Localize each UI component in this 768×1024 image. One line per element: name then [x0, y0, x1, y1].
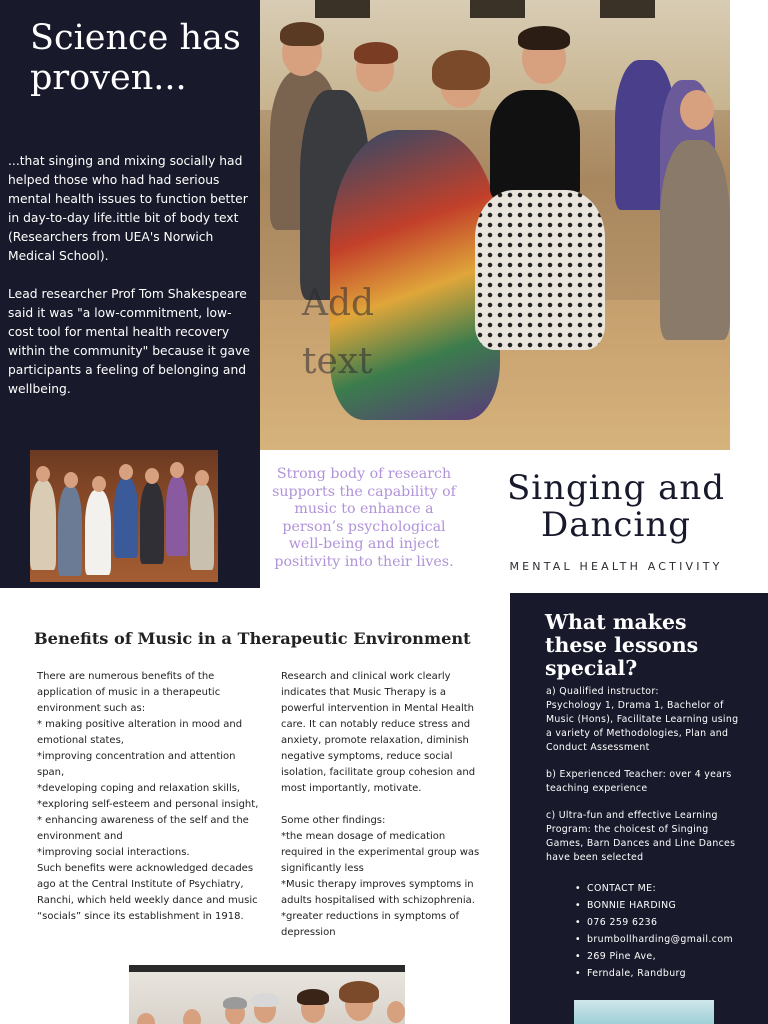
dancer-head — [119, 464, 133, 480]
dancer-head — [92, 476, 106, 492]
photo-window — [600, 0, 655, 18]
dancer-head — [145, 468, 159, 484]
dancer-hair — [280, 22, 324, 46]
lessons-heading: What makes these lessons special? — [545, 610, 699, 680]
person-head — [183, 1009, 201, 1024]
benefits-left-column: There are numerous benefits of the application of music in a therapeutic environment such as: * making positive alteration in mood and emotional states, *improving concentration and attention span, *developing coping and relaxation skills, *exploring self-esteem and personal insight, * enhancing awareness of the self and the environment and *improving social interactions. Such benefits were acknowledged decades ago at the Central Institute of Psychiatry, Ranchi, which held weekly dance and music “socials” since its establishment in 1918. — [37, 671, 259, 922]
dancer-figure — [85, 490, 111, 575]
partial-photo — [574, 1000, 714, 1024]
feature-subtitle: MENTAL HEALTH ACTIVITY — [509, 560, 723, 573]
dancer-hair — [354, 42, 398, 64]
dancer-skirt-polka — [475, 190, 605, 350]
lesson-point-b: b) Experienced Teacher: over 4 years teaching experience — [546, 769, 732, 794]
dancer-figure — [58, 486, 82, 576]
contact-email[interactable]: • brumbollharding@gmail.com — [575, 931, 755, 948]
contact-phone[interactable]: • 076 259 6236 — [575, 914, 755, 931]
contact-address-suburb: • Ferndale, Randburg — [575, 965, 755, 982]
contact-address-street: • 269 Pine Ave, — [575, 948, 755, 965]
dancer-hair — [518, 26, 570, 50]
person-head — [387, 1001, 405, 1023]
dancer-hair — [432, 50, 490, 90]
feature-title: Singing and Dancing — [506, 468, 726, 545]
dancer-figure — [166, 476, 188, 556]
person-hair — [223, 997, 247, 1009]
dancer-figure — [190, 484, 214, 570]
dancer-head — [36, 466, 50, 482]
photo-window — [470, 0, 525, 18]
dancer-figure — [30, 480, 56, 570]
dancer-top — [490, 90, 580, 200]
lesson-point-a: a) Qualified instructor: Psychology 1, Drama 1, Bachelor of Music (Hons), Facilitate Learning using a variety of Methodologies, Plan and Conduct Assessment — [546, 686, 739, 753]
dancer-head — [680, 90, 714, 130]
hero-paragraph-1: ...that singing and mixing socially had helped those who had had serious mental health issues to function better in day-to-day life.ittle bit of body text (Researchers from UEA's Norwich Medical School). — [8, 154, 248, 263]
hero-title: Science has proven... — [30, 18, 241, 98]
contact-heading: • CONTACT ME: — [575, 880, 755, 897]
benefits-heading: Benefits of Music in a Therapeutic Environment — [34, 629, 471, 648]
photo-window — [315, 0, 370, 18]
dancer-figure — [114, 478, 138, 558]
placeholder-text: Add text — [302, 283, 375, 382]
research-quote: Strong body of research supports the capability of music to enhance a person’s psychological well-being and inject positivity into their lives. — [272, 466, 456, 570]
hero-paragraph-2: Lead researcher Prof Tom Shakespeare said it was "a low-commitment, low-cost tool for mental health recovery within the community" because it gave participants a feeling of belonging and wellbeing. — [8, 287, 250, 396]
lesson-point-c: c) Ultra-fun and effective Learning Program: the choicest of Singing Games, Barn Dances and Line Dances have been selected — [546, 810, 736, 863]
person-head — [137, 1013, 155, 1024]
group-singing-photo — [129, 965, 405, 1024]
person-hair — [251, 993, 279, 1007]
person-hair — [297, 989, 329, 1005]
dancer-head — [64, 472, 78, 488]
circle-dance-photo — [30, 450, 218, 582]
dancer-head — [170, 462, 184, 478]
contact-list — [575, 880, 755, 982]
dancer-figure — [660, 140, 730, 340]
person-hair — [339, 981, 379, 1003]
contact-name: • BONNIE HARDING — [575, 897, 755, 914]
dancer-figure — [140, 482, 164, 564]
dancer-head — [195, 470, 209, 486]
benefits-right-column: Research and clinical work clearly indicates that Music Therapy is a powerful intervention in Mental Health care. It can notably reduce stress and anxiety, promote relaxation, diminish negative symptoms, reduce social isolation, facilitate group cohesion and most importantly, motivate. Some other findings: *the mean dosage of medication required in the experimental group was significantly less *Music therapy improves symptoms in adults hospitalised with schizophrenia. *greater reductions in symptoms of depression — [281, 671, 480, 938]
